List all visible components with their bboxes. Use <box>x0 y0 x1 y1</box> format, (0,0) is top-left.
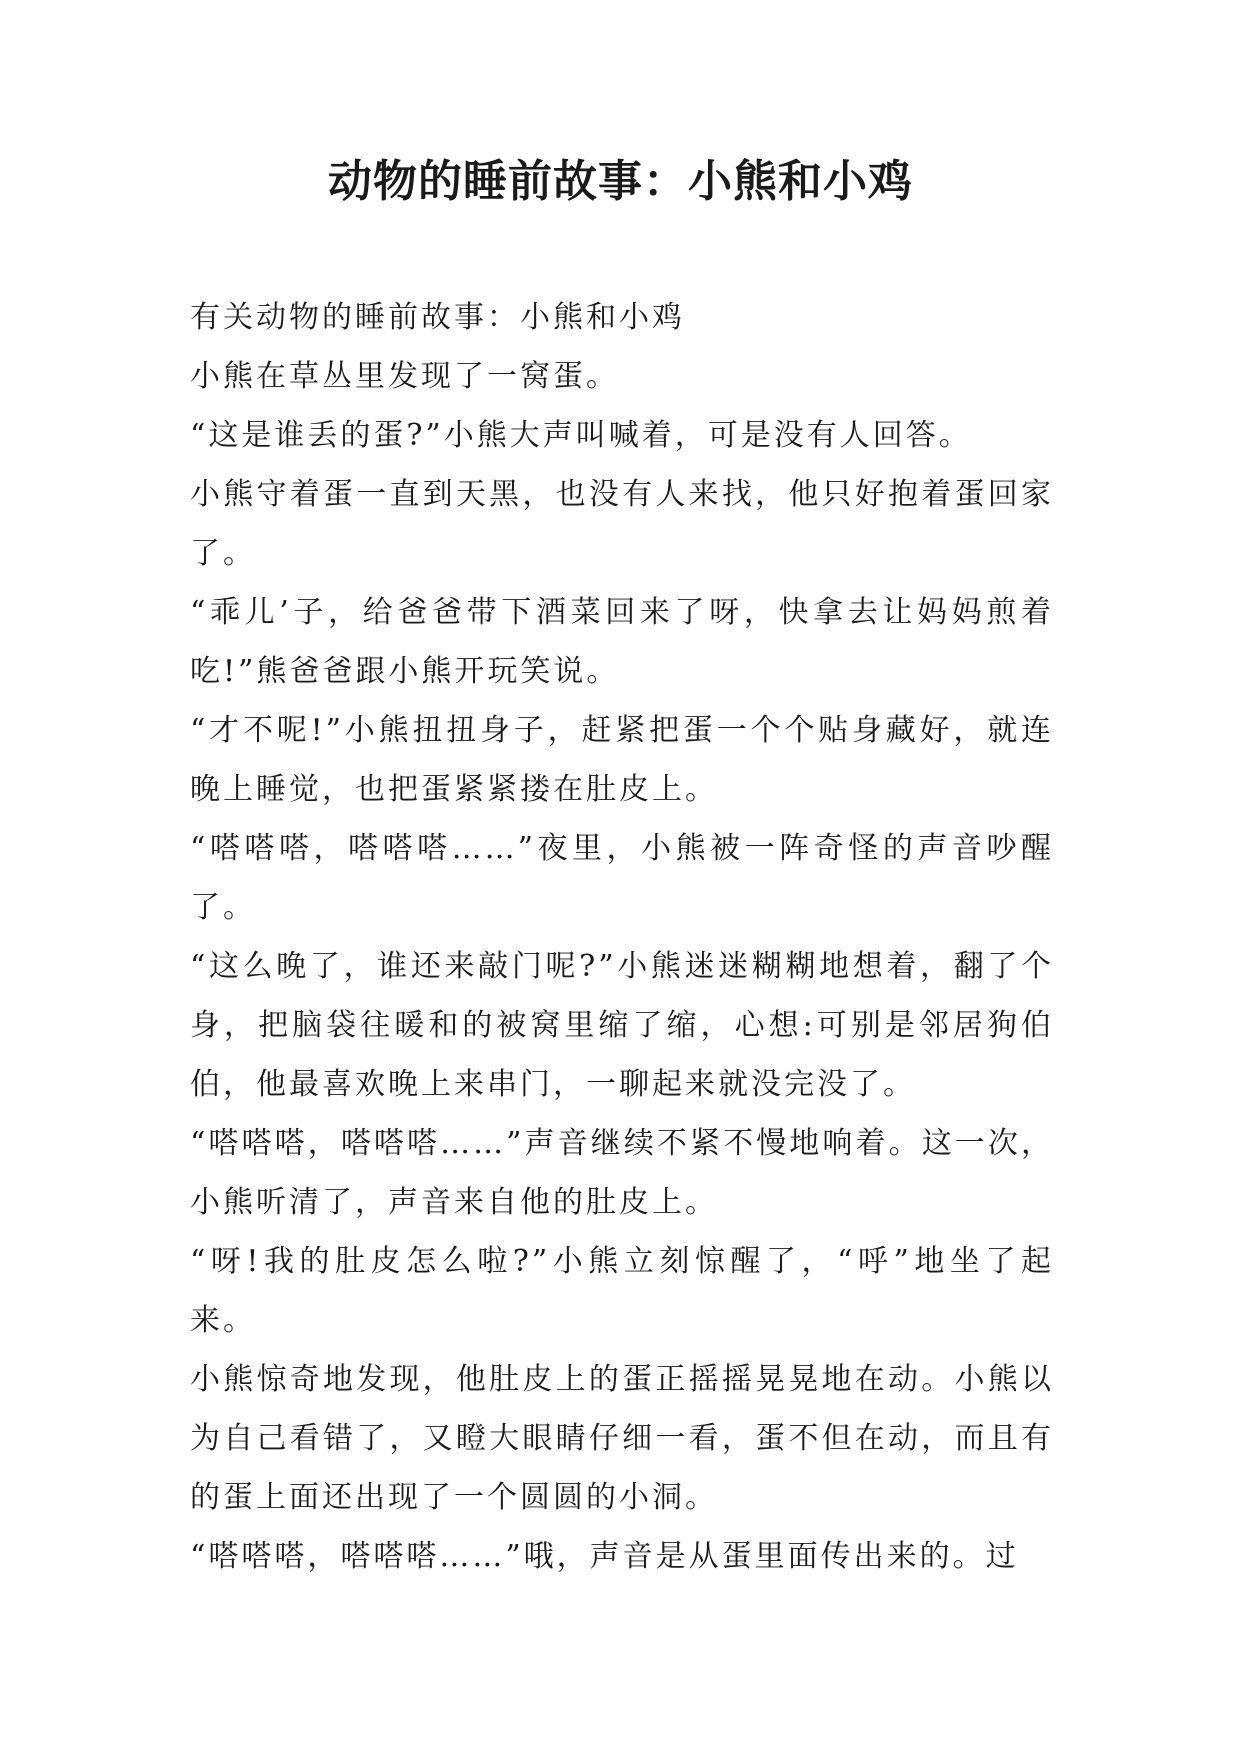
document-body <box>190 288 1054 1586</box>
document-title: 动物的睡前故事：小熊和小鸡 <box>328 156 913 207</box>
paragraph: “嗒嗒嗒，嗒嗒嗒……”夜里，小熊被一阵奇怪的声音吵醒了。 <box>190 831 1054 925</box>
paragraph: “这是谁丢的蛋?”小熊大声叫喊着，可是没有人回答。 <box>190 418 972 453</box>
paragraph: 小熊惊奇地发现，他肚皮上的蛋正摇摇晃晃地在动。小熊以为自己看错了，又瞪大眼睛仔细一看，蛋不但在动，而且有的蛋上面还出现了一个圆圆的小洞。 <box>190 1362 1054 1515</box>
paragraph: “嗒嗒嗒，嗒嗒嗒……”声音继续不紧不慢地响着。这一次，小熊听清了，声音来自他的肚皮上。 <box>190 1126 1054 1220</box>
paragraph: 小熊在草丛里发现了一窝蛋。 <box>190 359 619 394</box>
paragraph: “乖儿’子，给爸爸带下酒菜回来了呀，快拿去让妈妈煎着吃!”熊爸爸跟小熊开玩笑说。 <box>190 595 1054 689</box>
paragraph: “才不呢!”小熊扭扭身子，赶紧把蛋一个个贴身藏好，就连晚上睡觉，也把蛋紧紧搂在肚皮上。 <box>190 713 1054 807</box>
paragraph: “呀!我的肚皮怎么啦?”小熊立刻惊醒了，“呼”地坐了起来。 <box>190 1244 1054 1338</box>
paragraph: “这么晚了，谁还来敲门呢?”小熊迷迷糊糊地想着，翻了个身，把脑袋往暖和的被窝里缩了缩，心想:可别是邻居狗伯伯，他最喜欢晚上来串门，一聊起来就没完没了。 <box>190 949 1054 1102</box>
paragraph: “嗒嗒嗒，嗒嗒嗒……”哦，声音是从蛋里面传出来的。过 <box>190 1539 1019 1574</box>
paragraph: 有关动物的睡前故事：小熊和小鸡 <box>190 300 685 335</box>
paragraph: 小熊守着蛋一直到天黑，也没有人来找，他只好抱着蛋回家了。 <box>190 477 1054 571</box>
